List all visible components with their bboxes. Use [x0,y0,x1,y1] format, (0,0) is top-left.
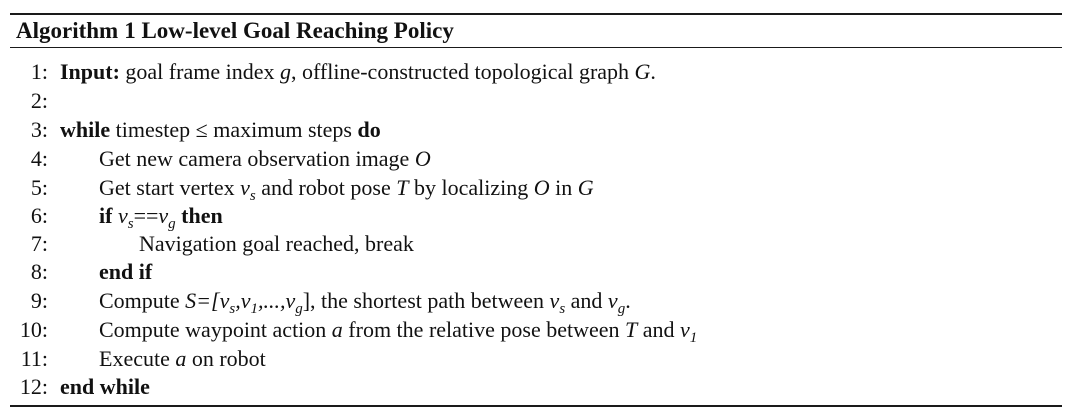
line-number: 5: [30,175,48,200]
equality-operator: == [133,203,159,228]
var-v: v [240,175,250,200]
var-O: O [533,175,550,200]
line-number: 11: [20,346,48,371]
keyword-do: do [357,117,381,142]
var-a: a [175,346,187,371]
var-S: S [185,288,197,313]
keyword-end-while: end while [60,374,150,399]
line-number: 8: [30,259,48,284]
var-G: G [577,175,594,200]
algorithm-number: 1 [124,18,136,43]
var-g: g [279,59,291,84]
line-content: Navigation goal reached, break [139,231,414,256]
var-O: O [414,146,431,171]
line-content: if $v_s==v_g$ then [99,203,223,232]
line-content: Input: goal frame index g, offline-constructed topological graph G. [60,59,656,84]
algorithm-label: Algorithm [16,18,119,43]
line-number: 2: [30,88,48,113]
line-content: Compute waypoint action a from the relative pose between T and $v_1$ [99,317,698,346]
var-G: G [634,59,651,84]
var-T: T [396,175,409,200]
line-number: 1: [30,59,48,84]
line-number: 4: [30,146,48,171]
line-content [60,372,150,401]
line-content: Execute a on robot [99,346,266,371]
bottom-rule [10,405,1062,407]
line-content: Get start vertex $v_s$ and robot pose T by localizing O in G [99,175,594,204]
leq-operator: ≤ [195,117,208,142]
line-number: 9: [30,288,48,313]
keyword-input: Input: [60,59,120,84]
line-number: 6: [30,203,48,228]
line-content: Compute $S=[v_s,v_1,...,v_g]$, the shortest path between $v_s$ and $v_g$. [99,288,631,317]
keyword-end-if: end if [99,259,153,284]
keyword-while: while [60,117,111,142]
line-content [99,257,152,286]
line-number: 7: [30,231,48,256]
algorithm-title [16,14,454,47]
keyword-if: if [99,203,113,228]
title-rule [10,47,1062,48]
line-content: Get new camera observation image O [99,146,431,171]
algorithm-name: Low-level Goal Reaching Policy [141,18,454,43]
var-T: T [625,317,638,342]
line-number: 12: [19,374,48,399]
line-content: while timestep ≤ maximum steps do [60,117,381,142]
keyword-then: then [181,203,223,228]
line-number: 3: [30,117,48,142]
line-number: 10: [19,317,48,342]
var-a: a [331,317,343,342]
